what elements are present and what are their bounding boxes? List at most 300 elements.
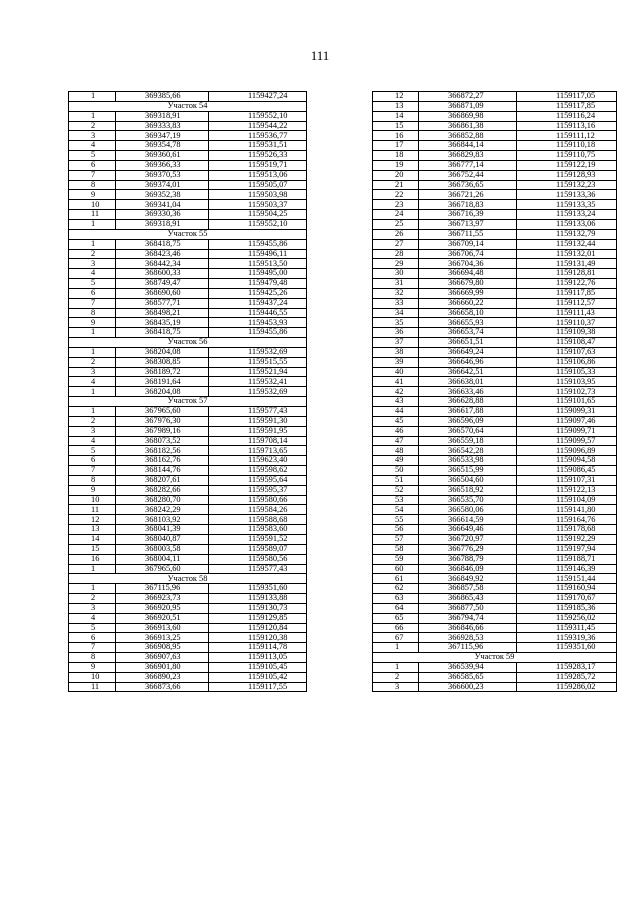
table-row (373, 367, 617, 377)
coordinate-y: 1159580,66 (209, 495, 307, 505)
coordinate-x: 369374,01 (116, 180, 209, 190)
point-number: 3 (69, 367, 116, 377)
coordinate-y: 1159503,98 (209, 190, 307, 200)
point-number: 2 (69, 416, 116, 426)
point-number: 5 (69, 446, 116, 456)
coordinate-x: 368423,46 (116, 249, 209, 259)
point-number: 6 (69, 633, 116, 643)
table-row (69, 534, 307, 544)
table-row (69, 357, 307, 367)
coordinate-x: 368418,75 (116, 328, 209, 338)
coordinate-x: 366658,10 (419, 308, 517, 318)
table-row (69, 200, 307, 210)
coordinate-y: 1159132,23 (517, 180, 617, 190)
table-row (69, 111, 307, 121)
coordinate-y: 1159131,49 (517, 259, 617, 269)
point-number: 52 (373, 485, 419, 495)
table-row (69, 92, 307, 102)
table-row (373, 584, 617, 594)
table-row (373, 544, 617, 554)
point-number: 28 (373, 249, 419, 259)
point-number: 7 (69, 298, 116, 308)
coordinate-x: 366633,46 (419, 387, 517, 397)
coordinate-y: 1159192,29 (517, 534, 617, 544)
coordinate-y: 1159577,43 (209, 564, 307, 574)
coordinate-y: 1159151,44 (517, 574, 617, 584)
point-number: 26 (373, 229, 419, 239)
point-number: 1 (373, 643, 419, 653)
coordinate-y: 1159536,77 (209, 131, 307, 141)
table-row (373, 190, 617, 200)
point-number: 10 (69, 200, 116, 210)
coordinate-x: 366570,64 (419, 426, 517, 436)
point-number: 20 (373, 170, 419, 180)
point-number: 56 (373, 525, 419, 535)
table-row (69, 554, 307, 564)
coordinate-y: 1159117,85 (517, 101, 617, 111)
point-number: 30 (373, 269, 419, 279)
table-row (373, 121, 617, 131)
table-row (69, 466, 307, 476)
coordinate-x: 367115,96 (116, 584, 209, 594)
coordinate-y: 1159113,16 (517, 121, 617, 131)
point-number: 2 (69, 594, 116, 604)
table-row (373, 357, 617, 367)
coordinate-x: 366704,36 (419, 259, 517, 269)
coordinate-x: 366533,98 (419, 456, 517, 466)
point-number: 1 (69, 387, 116, 397)
table-row (69, 426, 307, 436)
coordinate-x: 366873,66 (116, 682, 209, 692)
section-header-row (373, 653, 617, 663)
point-number: 63 (373, 594, 419, 604)
coordinate-y: 1159160,94 (517, 584, 617, 594)
table-row (373, 101, 617, 111)
coordinate-x: 366655,93 (419, 318, 517, 328)
point-number: 1 (69, 92, 116, 102)
coordinate-y: 1159112,57 (517, 298, 617, 308)
table-row (373, 505, 617, 515)
coordinate-x: 368182,56 (116, 446, 209, 456)
table-row (373, 554, 617, 564)
coordinate-y: 1159133,35 (517, 200, 617, 210)
point-number: 64 (373, 603, 419, 613)
table-row (69, 633, 307, 643)
point-number: 51 (373, 475, 419, 485)
coordinate-x: 366852,88 (419, 131, 517, 141)
coordinate-y: 1159285,72 (517, 672, 617, 682)
table-row (373, 397, 617, 407)
point-number: 3 (69, 603, 116, 613)
coordinate-y: 1159577,43 (209, 407, 307, 417)
point-number: 2 (69, 249, 116, 259)
table-row (69, 446, 307, 456)
coordinate-x: 368040,87 (116, 534, 209, 544)
coordinate-y: 1159595,64 (209, 475, 307, 485)
table-row (69, 131, 307, 141)
table-row (373, 229, 617, 239)
coordinate-y: 1159133,88 (209, 594, 307, 604)
table-row (373, 495, 617, 505)
coordinate-x: 366542,28 (419, 446, 517, 456)
coordinate-x: 366928,53 (419, 633, 517, 643)
table-row (69, 584, 307, 594)
coordinate-x: 368204,08 (116, 387, 209, 397)
coordinate-y: 1159453,93 (209, 318, 307, 328)
coordinate-y: 1159107,31 (517, 475, 617, 485)
coordinate-x: 368191,64 (116, 377, 209, 387)
point-number: 21 (373, 180, 419, 190)
table-row (69, 456, 307, 466)
point-number: 57 (373, 534, 419, 544)
point-number: 3 (373, 682, 419, 692)
page-number: 111 (310, 48, 330, 63)
coordinate-y: 1159589,07 (209, 544, 307, 554)
coordinate-x: 367989,16 (116, 426, 209, 436)
coordinate-x: 369360,61 (116, 151, 209, 161)
coordinate-x: 368041,39 (116, 525, 209, 535)
coordinate-y: 1159086,45 (517, 466, 617, 476)
coordinate-x: 368498,21 (116, 308, 209, 318)
point-number: 14 (373, 111, 419, 121)
point-number: 7 (69, 170, 116, 180)
table-row (373, 515, 617, 525)
coordinate-x: 368103,92 (116, 515, 209, 525)
coordinate-x: 368073,52 (116, 436, 209, 446)
table-row (69, 436, 307, 446)
coordinate-x: 366669,99 (419, 288, 517, 298)
point-number: 60 (373, 564, 419, 574)
table-row (69, 190, 307, 200)
coordinate-y: 1159532,69 (209, 387, 307, 397)
coordinate-x: 366901,80 (116, 662, 209, 672)
point-number: 17 (373, 141, 419, 151)
coordinate-x: 366638,01 (419, 377, 517, 387)
coordinate-y: 1159496,11 (209, 249, 307, 259)
coordinate-y: 1159256,02 (517, 613, 617, 623)
point-number: 55 (373, 515, 419, 525)
coordinate-x: 366721,26 (419, 190, 517, 200)
coordinate-x: 366718,83 (419, 200, 517, 210)
coordinate-x: 366907,63 (116, 653, 209, 663)
table-row (69, 180, 307, 190)
coordinates-table-right (372, 91, 617, 692)
point-number: 37 (373, 338, 419, 348)
coordinate-x: 366539,94 (419, 662, 517, 672)
table-row (373, 347, 617, 357)
coordinate-y: 1159122,13 (517, 485, 617, 495)
coordinate-y: 1159132,79 (517, 229, 617, 239)
coordinate-x: 369330,36 (116, 210, 209, 220)
point-number: 42 (373, 387, 419, 397)
coordinate-y: 1159311,45 (517, 623, 617, 633)
coordinate-y: 1159185,36 (517, 603, 617, 613)
coordinate-x: 366908,95 (116, 643, 209, 653)
coordinate-y: 1159096,89 (517, 446, 617, 456)
point-number: 49 (373, 456, 419, 466)
table-row (69, 160, 307, 170)
point-number: 23 (373, 200, 419, 210)
coordinate-y: 1159094,58 (517, 456, 617, 466)
point-number: 5 (69, 279, 116, 289)
coordinate-x: 366720,97 (419, 534, 517, 544)
table-row (69, 121, 307, 131)
point-number: 12 (373, 92, 419, 102)
point-number: 36 (373, 328, 419, 338)
table-row (69, 377, 307, 387)
coordinate-x: 369370,53 (116, 170, 209, 180)
coordinate-y: 1159427,24 (209, 92, 307, 102)
table-row (69, 495, 307, 505)
table-row (69, 407, 307, 417)
coordinate-x: 366515,99 (419, 466, 517, 476)
table-row (373, 643, 617, 653)
coordinate-y: 1159129,85 (209, 613, 307, 623)
table-row (373, 603, 617, 613)
table-row (69, 544, 307, 554)
point-number: 7 (69, 643, 116, 653)
section-header-row (69, 338, 307, 348)
table-row (69, 387, 307, 397)
coordinate-x: 369352,38 (116, 190, 209, 200)
table-row (373, 259, 617, 269)
coordinate-y: 1159114,78 (209, 643, 307, 653)
point-number: 16 (69, 554, 116, 564)
coordinate-y: 1159122,76 (517, 279, 617, 289)
table-row (373, 436, 617, 446)
coordinate-y: 1159591,30 (209, 416, 307, 426)
coordinate-x: 366788,79 (419, 554, 517, 564)
table-row (373, 318, 617, 328)
table-row (373, 387, 617, 397)
table-row (69, 682, 307, 692)
point-number: 6 (69, 288, 116, 298)
point-number: 4 (69, 377, 116, 387)
point-number: 1 (373, 662, 419, 672)
table-row (373, 160, 617, 170)
coordinate-y: 1159283,17 (517, 662, 617, 672)
coordinate-x: 366580,06 (419, 505, 517, 515)
coordinate-x: 368690,60 (116, 288, 209, 298)
point-number: 8 (69, 475, 116, 485)
coordinate-x: 367976,30 (116, 416, 209, 426)
point-number: 1 (69, 407, 116, 417)
coordinate-y: 1159495,00 (209, 269, 307, 279)
coordinate-y: 1159713,65 (209, 446, 307, 456)
section-title: Участок 59 (373, 653, 617, 663)
table-row (373, 219, 617, 229)
point-number: 2 (373, 672, 419, 682)
coordinate-y: 1159104,09 (517, 495, 617, 505)
point-number: 11 (69, 682, 116, 692)
table-row (69, 416, 307, 426)
point-number: 9 (69, 318, 116, 328)
table-row (69, 328, 307, 338)
point-number: 66 (373, 623, 419, 633)
coordinate-x: 366585,65 (419, 672, 517, 682)
coordinate-x: 366706,74 (419, 249, 517, 259)
coordinate-x: 368600,33 (116, 269, 209, 279)
table-row (373, 466, 617, 476)
coordinate-x: 366829,83 (419, 151, 517, 161)
coordinate-y: 1159188,71 (517, 554, 617, 564)
point-number: 38 (373, 347, 419, 357)
point-number: 4 (69, 613, 116, 623)
point-number: 4 (69, 141, 116, 151)
section-title: Участок 54 (69, 101, 307, 111)
section-header-row (69, 101, 307, 111)
point-number: 41 (373, 377, 419, 387)
table-row (373, 279, 617, 289)
coordinate-x: 366846,09 (419, 564, 517, 574)
table-row (69, 170, 307, 180)
table-row (373, 288, 617, 298)
coordinate-x: 368004,11 (116, 554, 209, 564)
table-row (69, 485, 307, 495)
table-row (69, 210, 307, 220)
coordinate-y: 1159521,94 (209, 367, 307, 377)
coordinate-x: 369341,04 (116, 200, 209, 210)
coordinate-x: 366923,73 (116, 594, 209, 604)
point-number: 47 (373, 436, 419, 446)
point-number: 4 (69, 269, 116, 279)
coordinate-y: 1159099,71 (517, 426, 617, 436)
coordinate-y: 1159580,56 (209, 554, 307, 564)
point-number: 19 (373, 160, 419, 170)
coordinate-x: 366871,09 (419, 101, 517, 111)
coordinate-x: 367965,60 (116, 407, 209, 417)
coordinate-y: 1159515,55 (209, 357, 307, 367)
coordinate-y: 1159103,95 (517, 377, 617, 387)
point-number: 58 (373, 544, 419, 554)
coordinate-y: 1159595,37 (209, 485, 307, 495)
coordinate-x: 369385,66 (116, 92, 209, 102)
point-number: 8 (69, 653, 116, 663)
coordinate-y: 1159117,55 (209, 682, 307, 692)
table-row (69, 672, 307, 682)
coordinate-x: 366646,96 (419, 357, 517, 367)
section-title: Участок 56 (69, 338, 307, 348)
coordinate-x: 366679,80 (419, 279, 517, 289)
coordinate-y: 1159583,60 (209, 525, 307, 535)
point-number: 22 (373, 190, 419, 200)
table-row (373, 308, 617, 318)
point-number: 54 (373, 505, 419, 515)
coordinate-y: 1159132,01 (517, 249, 617, 259)
coordinate-y: 1159117,05 (517, 92, 617, 102)
point-number: 59 (373, 554, 419, 564)
coordinate-y: 1159591,52 (209, 534, 307, 544)
table-row (69, 603, 307, 613)
coordinate-x: 366614,59 (419, 515, 517, 525)
point-number: 6 (69, 160, 116, 170)
coordinate-y: 1159122,19 (517, 160, 617, 170)
point-number: 9 (69, 485, 116, 495)
coordinate-y: 1159120,38 (209, 633, 307, 643)
table-row (373, 534, 617, 544)
coordinate-y: 1159591,95 (209, 426, 307, 436)
coordinate-y: 1159109,38 (517, 328, 617, 338)
coordinate-y: 1159111,12 (517, 131, 617, 141)
coordinate-x: 366849,92 (419, 574, 517, 584)
table-row (373, 141, 617, 151)
coordinate-y: 1159120,84 (209, 623, 307, 633)
coordinate-y: 1159532,69 (209, 347, 307, 357)
coordinate-x: 366651,51 (419, 338, 517, 348)
table-row (373, 338, 617, 348)
coordinate-y: 1159116,24 (517, 111, 617, 121)
coordinate-x: 366711,55 (419, 229, 517, 239)
table-row (69, 564, 307, 574)
coordinate-x: 366752,44 (419, 170, 517, 180)
coordinate-x: 366776,29 (419, 544, 517, 554)
coordinate-x: 369354,78 (116, 141, 209, 151)
table-row (69, 151, 307, 161)
coordinate-x: 366920,95 (116, 603, 209, 613)
point-number: 46 (373, 426, 419, 436)
coordinate-y: 1159110,18 (517, 141, 617, 151)
table-row (69, 623, 307, 633)
point-number: 14 (69, 534, 116, 544)
coordinate-y: 1159128,93 (517, 170, 617, 180)
point-number: 11 (69, 505, 116, 515)
coordinate-y: 1159584,26 (209, 505, 307, 515)
coordinate-y: 1159552,10 (209, 219, 307, 229)
point-number: 29 (373, 259, 419, 269)
coordinate-x: 368280,70 (116, 495, 209, 505)
coordinate-y: 1159513,50 (209, 259, 307, 269)
table-row (373, 210, 617, 220)
point-number: 15 (373, 121, 419, 131)
table-row (373, 623, 617, 633)
point-number: 4 (69, 436, 116, 446)
coordinate-x: 366920,51 (116, 613, 209, 623)
coordinate-y: 1159708,14 (209, 436, 307, 446)
coordinate-x: 369347,19 (116, 131, 209, 141)
point-number: 7 (69, 466, 116, 476)
coordinate-y: 1159505,07 (209, 180, 307, 190)
coordinate-x: 366872,27 (419, 92, 517, 102)
coordinate-x: 366913,25 (116, 633, 209, 643)
point-number: 25 (373, 219, 419, 229)
coordinate-y: 1159141,80 (517, 505, 617, 515)
table-row (373, 377, 617, 387)
coordinate-x: 366844,14 (419, 141, 517, 151)
coordinate-x: 366777,14 (419, 160, 517, 170)
point-number: 50 (373, 466, 419, 476)
coordinate-y: 1159170,67 (517, 594, 617, 604)
coordinate-x: 368308,85 (116, 357, 209, 367)
coordinate-x: 366713,97 (419, 219, 517, 229)
coordinate-x: 366869,98 (419, 111, 517, 121)
section-title: Участок 55 (69, 229, 307, 239)
coordinate-x: 366865,43 (419, 594, 517, 604)
table-row (373, 151, 617, 161)
table-row (69, 288, 307, 298)
coordinate-y: 1159503,37 (209, 200, 307, 210)
point-number: 11 (69, 210, 116, 220)
table-row (373, 407, 617, 417)
table-row (373, 485, 617, 495)
coordinate-x: 366649,46 (419, 525, 517, 535)
point-number: 45 (373, 416, 419, 426)
coordinate-y: 1159513,06 (209, 170, 307, 180)
coordinate-y: 1159286,02 (517, 682, 617, 692)
table-row (69, 662, 307, 672)
table-row (69, 279, 307, 289)
coordinate-x: 366794,74 (419, 613, 517, 623)
coordinate-x: 366653,74 (419, 328, 517, 338)
